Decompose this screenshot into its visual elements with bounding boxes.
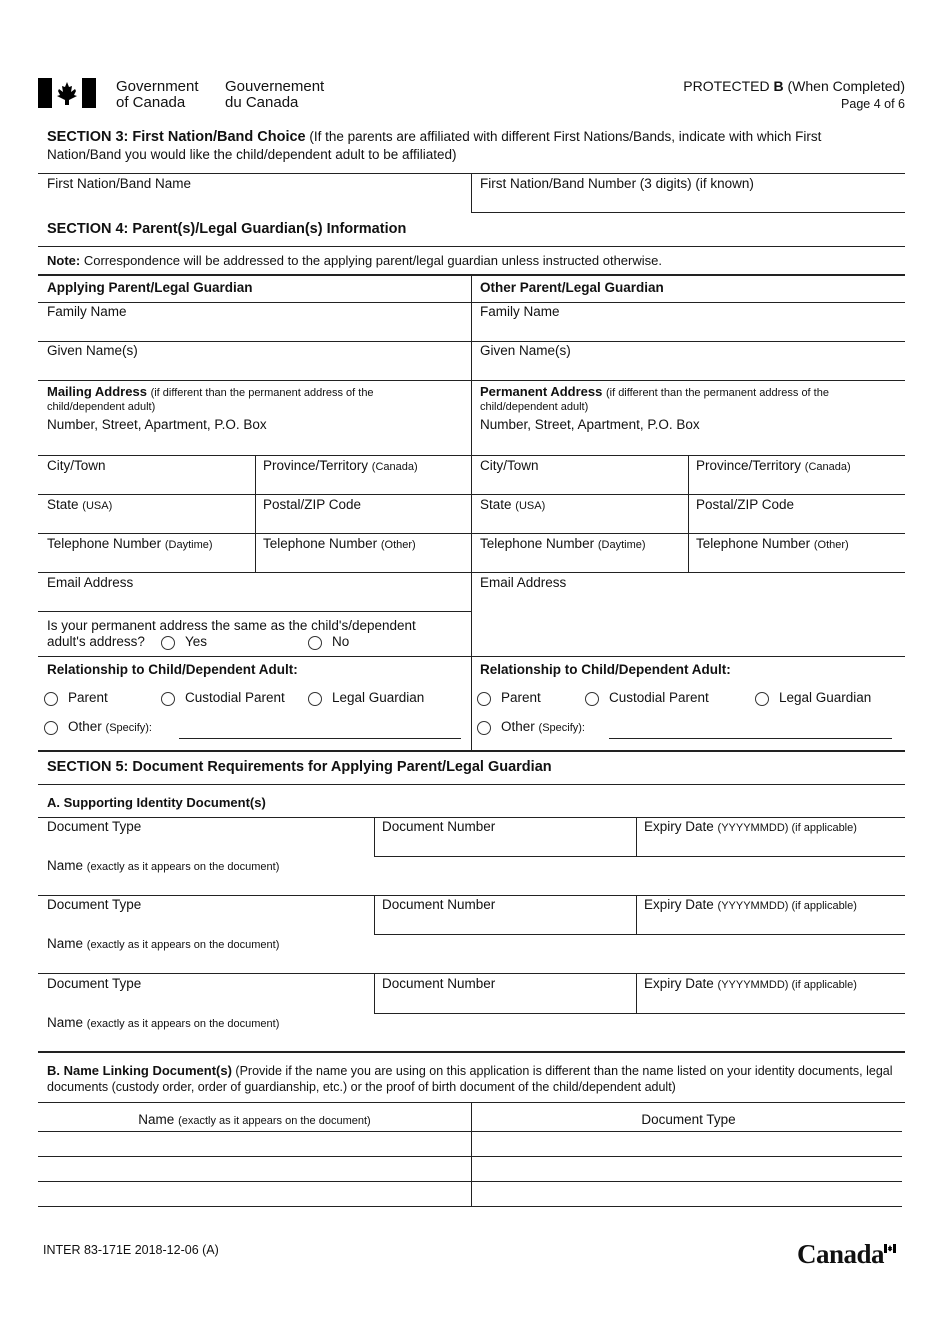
applying-other-radio[interactable] bbox=[44, 721, 58, 735]
same-address-question: Is your permanent address the same as the child's/dependent bbox=[47, 618, 416, 633]
other-parent-label: Parent bbox=[501, 690, 541, 705]
applying-postal-field[interactable] bbox=[257, 495, 470, 533]
b-row1-name[interactable] bbox=[40, 1132, 470, 1156]
other-email-label: Email Address bbox=[480, 575, 567, 590]
other-other-label: Other (Specify): bbox=[501, 719, 585, 734]
other-address-sub: Number, Street, Apartment, P.O. Box bbox=[480, 417, 700, 432]
applying-parent-label: Parent bbox=[68, 690, 108, 705]
applying-parent-radio[interactable] bbox=[44, 692, 58, 706]
doc1-expiry-label: Expiry Date (YYYYMMDD) (if applicable) bbox=[644, 819, 857, 834]
section5-title: SECTION 5: Document Requirements for Applying Parent/Legal Guardian bbox=[47, 759, 552, 775]
same-address-no-radio[interactable] bbox=[308, 636, 322, 650]
b-row2-type[interactable] bbox=[473, 1157, 902, 1181]
applying-province-field[interactable] bbox=[257, 456, 470, 494]
doc1-number-label: Document Number bbox=[382, 819, 496, 834]
doc1-expiry-field[interactable] bbox=[638, 818, 903, 856]
other-custodial-radio[interactable] bbox=[585, 692, 599, 706]
doc2-type-field[interactable] bbox=[40, 896, 373, 934]
applying-given-names-label: Given Name(s) bbox=[47, 343, 138, 358]
applying-tel-other-field[interactable] bbox=[257, 534, 470, 572]
applying-relationship-heading: Relationship to Child/Dependent Adult: bbox=[47, 662, 298, 677]
applying-province-label: Province/Territory (Canada) bbox=[263, 458, 418, 473]
same-address-question-line2: adult's address? bbox=[47, 634, 145, 649]
canada-flag-icon bbox=[38, 78, 96, 108]
other-email-field[interactable] bbox=[473, 573, 903, 655]
b-row2-name[interactable] bbox=[40, 1157, 470, 1181]
doc3-type-label: Document Type bbox=[47, 976, 142, 991]
form-id: INTER 83-171E 2018-12-06 (A) bbox=[43, 1243, 219, 1257]
doc2-type-label: Document Type bbox=[47, 897, 142, 912]
gov-en-line2: of Canada bbox=[116, 94, 186, 111]
b-col-type-header: Document Type bbox=[641, 1112, 736, 1127]
other-province-label: Province/Territory (Canada) bbox=[696, 458, 851, 473]
doc2-number-label: Document Number bbox=[382, 897, 496, 912]
doc3-name-field[interactable] bbox=[40, 1014, 903, 1052]
applying-other-specify-line[interactable] bbox=[179, 738, 461, 739]
other-address-label: Permanent Address (if different than the permanent address of the bbox=[480, 384, 829, 399]
b-row1-type[interactable] bbox=[473, 1132, 902, 1156]
section4-note: Note: Correspondence will be addressed to the applying parent/legal guardian unless instructed otherwise. bbox=[47, 253, 662, 268]
other-other-radio[interactable] bbox=[477, 721, 491, 735]
b-col-name-header: Name (exactly as it appears on the document) bbox=[138, 1112, 371, 1127]
applying-postal-label: Postal/ZIP Code bbox=[263, 497, 362, 512]
other-given-names-label: Given Name(s) bbox=[480, 343, 571, 358]
other-state-field[interactable] bbox=[473, 495, 687, 533]
applying-heading: Applying Parent/Legal Guardian bbox=[47, 280, 253, 295]
applying-address-label: Mailing Address (if different than the permanent address of the bbox=[47, 384, 374, 399]
b-row3-name[interactable] bbox=[40, 1182, 470, 1206]
other-postal-field[interactable] bbox=[690, 495, 903, 533]
doc1-type-label: Document Type bbox=[47, 819, 142, 834]
applying-given-names-field[interactable] bbox=[40, 342, 470, 380]
section4-title: SECTION 4: Parent(s)/Legal Guardian(s) Information bbox=[47, 221, 407, 237]
wordmark-flag-icon bbox=[884, 1244, 896, 1253]
other-tel-other-field[interactable] bbox=[690, 534, 903, 572]
gov-fr-line1: Gouvernement bbox=[225, 78, 325, 95]
doc1-number-field[interactable] bbox=[376, 818, 635, 856]
other-tel-day-field[interactable] bbox=[473, 534, 687, 572]
other-address-note2: child/dependent adult) bbox=[480, 401, 589, 413]
applying-email-field[interactable] bbox=[40, 573, 470, 611]
applying-family-name-label: Family Name bbox=[47, 304, 127, 319]
other-tel-day-label: Telephone Number (Daytime) bbox=[480, 536, 646, 551]
other-guardian-label: Legal Guardian bbox=[779, 690, 872, 705]
applying-address-sub: Number, Street, Apartment, P.O. Box bbox=[47, 417, 267, 432]
applying-guardian-radio[interactable] bbox=[308, 692, 322, 706]
doc1-name-field[interactable] bbox=[40, 857, 903, 895]
other-postal-label: Postal/ZIP Code bbox=[696, 497, 795, 512]
gov-fr-line2: du Canada bbox=[225, 94, 299, 111]
protected-label: PROTECTED B (When Completed) bbox=[683, 78, 905, 94]
applying-tel-day-label: Telephone Number (Daytime) bbox=[47, 536, 213, 551]
other-parent-radio[interactable] bbox=[477, 692, 491, 706]
band-name-label: First Nation/Band Name bbox=[47, 176, 192, 191]
other-address-field[interactable] bbox=[473, 381, 903, 454]
doc2-name-field[interactable] bbox=[40, 935, 903, 973]
doc3-number-field[interactable] bbox=[376, 975, 635, 1013]
other-tel-other-label: Telephone Number (Other) bbox=[696, 536, 849, 551]
other-other-specify-line[interactable] bbox=[609, 738, 892, 739]
other-province-field[interactable] bbox=[690, 456, 903, 494]
applying-email-label: Email Address bbox=[47, 575, 134, 590]
applying-guardian-label: Legal Guardian bbox=[332, 690, 425, 705]
band-number-field[interactable] bbox=[473, 174, 903, 212]
section3-title-line: SECTION 3: First Nation/Band Choice (If the parents are affiliated with different First Nations/Bands, indicate with which First bbox=[47, 129, 822, 145]
band-number-label: First Nation/Band Number (3 digits) (if known) bbox=[480, 176, 754, 191]
other-guardian-radio[interactable] bbox=[755, 692, 769, 706]
band-name-field[interactable] bbox=[40, 174, 470, 212]
section5-b-desc2: documents (custody order, order of guardianship, etc.) or the proof of birth document of the child/dependent adult) bbox=[47, 1080, 676, 1094]
doc2-expiry-label: Expiry Date (YYYYMMDD) (if applicable) bbox=[644, 897, 857, 912]
doc3-number-label: Document Number bbox=[382, 976, 496, 991]
applying-address-field[interactable] bbox=[40, 381, 470, 454]
same-address-yes-label: Yes bbox=[185, 634, 208, 649]
b-row3-type[interactable] bbox=[473, 1182, 902, 1206]
section5-b-title: B. Name Linking Document(s) (Provide if the name you are using on this application is different than the name listed on your identity documents, legal bbox=[47, 1063, 893, 1078]
other-city-field[interactable] bbox=[473, 456, 687, 494]
applying-state-label: State (USA) bbox=[47, 497, 113, 512]
doc3-expiry-field[interactable] bbox=[638, 975, 903, 1013]
applying-city-label: City/Town bbox=[47, 458, 106, 473]
applying-family-name-field[interactable] bbox=[40, 303, 470, 341]
applying-address-note2: child/dependent adult) bbox=[47, 401, 156, 413]
applying-other-label: Other (Specify): bbox=[68, 719, 152, 734]
section5-a-title: A. Supporting Identity Document(s) bbox=[47, 795, 266, 810]
government-signature bbox=[38, 78, 338, 110]
doc2-name-label: Name (exactly as it appears on the document) bbox=[47, 936, 280, 951]
doc1-name-label: Name (exactly as it appears on the document) bbox=[47, 858, 280, 873]
other-state-label: State (USA) bbox=[480, 497, 546, 512]
canada-wordmark: Canada bbox=[797, 1239, 885, 1269]
applying-state-field[interactable] bbox=[40, 495, 254, 533]
doc3-name-label: Name (exactly as it appears on the document) bbox=[47, 1015, 280, 1030]
other-custodial-label: Custodial Parent bbox=[609, 690, 709, 705]
other-family-name-field[interactable] bbox=[473, 303, 903, 341]
applying-tel-day-field[interactable] bbox=[40, 534, 254, 572]
section3-desc-line2: Nation/Band you would like the child/dependent adult to be affiliated) bbox=[47, 147, 457, 162]
other-heading: Other Parent/Legal Guardian bbox=[480, 280, 664, 295]
applying-city-field[interactable] bbox=[40, 456, 254, 494]
doc3-expiry-label: Expiry Date (YYYYMMDD) (if applicable) bbox=[644, 976, 857, 991]
doc2-number-field[interactable] bbox=[376, 896, 635, 934]
doc2-expiry-field[interactable] bbox=[638, 896, 903, 934]
applying-custodial-radio[interactable] bbox=[161, 692, 175, 706]
same-address-yes-radio[interactable] bbox=[161, 636, 175, 650]
gov-en-line1: Government bbox=[116, 78, 199, 95]
page-number: Page 4 of 6 bbox=[841, 97, 905, 111]
same-address-no-label: No bbox=[332, 634, 350, 649]
applying-tel-other-label: Telephone Number (Other) bbox=[263, 536, 416, 551]
other-city-label: City/Town bbox=[480, 458, 539, 473]
other-family-name-label: Family Name bbox=[480, 304, 560, 319]
other-given-names-field[interactable] bbox=[473, 342, 903, 380]
doc1-type-field[interactable] bbox=[40, 818, 373, 856]
applying-custodial-label: Custodial Parent bbox=[185, 690, 285, 705]
other-relationship-heading: Relationship to Child/Dependent Adult: bbox=[480, 662, 731, 677]
doc3-type-field[interactable] bbox=[40, 975, 373, 1013]
